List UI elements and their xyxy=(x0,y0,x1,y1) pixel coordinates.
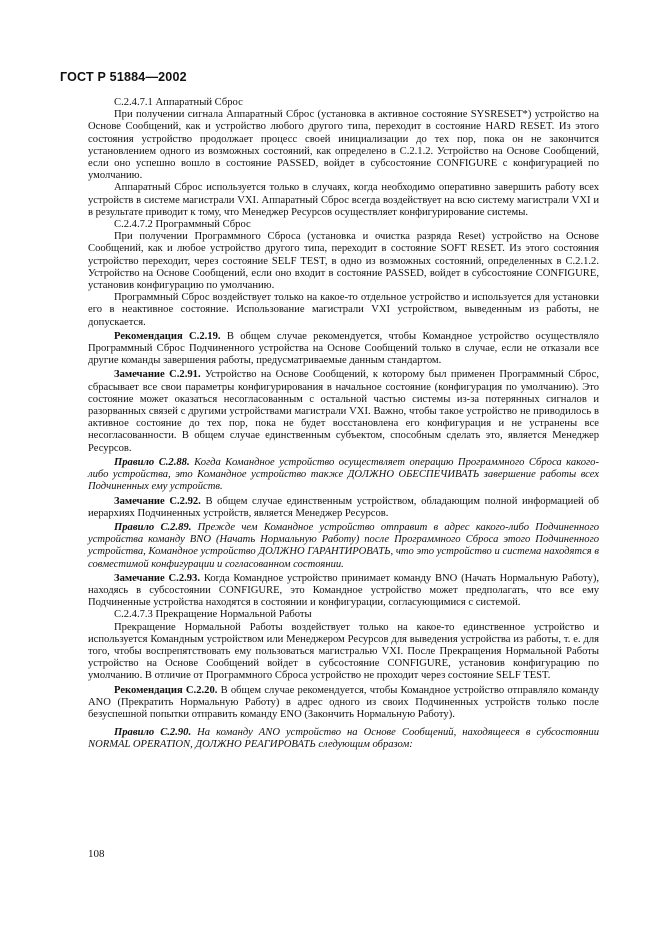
paragraph: При получении Программного Сброса (установка и очистка разряда Reset) устройство на Основе Сообщений, как и любое устройство другого типа, переходит в состояние SOFT RESET. Из этого состояния устройство переходит, через состояние SELF TEST, в одно из возможных состояний, определенных в С.2.1.2. Устройство на Основе Сообщений, если оно входит в состояние PASSED, войдет в субсостояние CONFIGURE, установив конфигурацию по умолчанию. xyxy=(88,231,599,292)
note-text: Устройство на Основе Сообщений, к которому был применен Программный Сброс, сбрасывает все свои параметры конфигурирования в начальное состояние (конфигурация по умолчанию). Это состояние может оказаться несогласованным с остальной частью системы из-за потерянных сигналов и разорванных связей с другими устройствами магистрали VXI. Важно, чтобы такое устройство не приводилось в активное состояние до тех пор, пока не будет восстановлена его конфигурация и не устранены все несогласованности. В общем случае единственным субъектом, способным сделать это, является Менеджер Ресурсов. xyxy=(88,369,599,454)
section-heading: С.2.4.7.3 Прекращение Нормальной Работы xyxy=(114,609,312,621)
recommendation-label: Рекомендация С.2.20. xyxy=(114,684,218,696)
section-heading: С.2.4.7.1 Аппаратный Сброс xyxy=(114,97,243,108)
recommendation-paragraph xyxy=(88,331,599,368)
rule-label: Правило С.2.89. xyxy=(114,521,192,533)
recommendation-text: В общем случае рекомендуется, чтобы Командное устройство осуществляло Программный Сброс Подчиненного устройства на Основе Сообщений только в случае, если не отказали все другие команды завершения работы, предусматриваемые данным стандартом. xyxy=(88,330,599,367)
paragraph: При получении сигнала Аппаратный Сброс (установка в активное состояние SYSRESET*) устройство на Основе Сообщений, как и устройство любого другого типа, переходит в состояние HARD RESET. Из этого состояния устройство продолжает процесс своей инициализации до тех пор, пока он не закончится установлением одного из возможных состояний, как определено в С.2.1.2. Устройство на Основе Сообщений, если оно успешно вошло в состояние PASSED, войдет в субсостояние CONFIGURE с конфигурацией по умолчанию. xyxy=(88,109,599,182)
rule-label: Правило С.2.90. xyxy=(114,727,192,739)
note-paragraph xyxy=(88,573,599,610)
note-paragraph xyxy=(88,496,599,520)
page-header: ГОСТ Р 51884—2002 xyxy=(60,70,187,84)
section-heading: С.2.4.7.2 Программный Сброс xyxy=(114,219,251,231)
rule-paragraph xyxy=(88,727,599,751)
note-text: Когда Командное устройство принимает команду BNO (Начать Нормальную Работу), находясь в субсостоянии CONFIGURE, это Командное устройство может предполагать, что все ему Подчиненные устройства находятся в состоянии и конфигурации, согласующимися с системой. xyxy=(88,572,599,609)
recommendation-label: Рекомендация С.2.19. xyxy=(114,330,221,342)
rule-text: Прежде чем Командное устройство отправит в адрес какого-либо Подчиненного устройства команду BNO (Начать Нормальную Работу) после Программного Сброса этого Подчиненного устройства, Командное устройство ДОЛЖНО ГАРАНТИРОВАТЬ, что это устройство и система находятся в совместимой конфигурации и согласованном состоянии. xyxy=(88,521,599,570)
rule-text: На команду ANO устройство на Основе Сообщений, находящееся в субсостоянии NORMAL OPERATION, ДОЛЖНО РЕАГИРОВАТЬ следующим образом: xyxy=(88,727,599,751)
paragraph: Программный Сброс воздействует только на какое-то отдельное устройство и используется для установки его в неактивное состояние. Использование магистрали VXI устройством, выведенным из работы, не допускается. xyxy=(88,292,599,328)
rule-paragraph xyxy=(88,457,599,494)
page-number: 108 xyxy=(88,848,105,860)
paragraph: Прекращение Нормальной Работы воздействует только на какое-то единственное устройство и используется Командным устройством или Менеджером Ресурсов для выведения устройства из работы, т. е. для того, чтобы воспрепятствовать ему пользоваться магистралью VXI. После Прекращения Нормальной Работы устройство на Основе Сообщений войдет в субсостояние CONFIGURE, установив конфигурацию по умолчанию. В отличие от Программного Сброса устройство не проходит через состояние SELF TEST. xyxy=(88,621,599,682)
note-paragraph xyxy=(88,369,599,454)
rule-paragraph xyxy=(88,522,599,571)
recommendation-text: В общем случае рекомендуется, чтобы Командное устройство отправляло команду ANO (Прекратить Нормальную Работу) в адрес одного из своих Подчиненных устройств только после безуспешной попытки отправить команду ENO (Закончить Нормальную Работу). xyxy=(88,684,599,720)
note-text: В общем случае единственным устройством, обладающим полной информацией об иерархиях Подчиненных устройств, является Менеджер Ресурсов. xyxy=(88,495,599,519)
rule-text: Когда Командное устройство осуществляет операцию Программного Сброса какого-либо устройства, это Командное устройство также ДОЛЖНО ОБЕСПЕЧИВАТЬ завершение работы всех Подчиненных ему устройств. xyxy=(88,456,599,493)
note-label: Замечание С.2.93. xyxy=(114,572,201,584)
recommendation-paragraph xyxy=(88,685,599,722)
rule-label: Правило С.2.88. xyxy=(114,456,190,468)
paragraph: Аппаратный Сброс используется только в случаях, когда необходимо оперативно завершить работу всех устройств в системе магистрали VXI. Аппаратный Сброс всегда воздействует на всю систему магистрали VXI и в результате приводит к тому, что Менеджер Ресурсов осуществляет конфигурирование системы. xyxy=(88,182,599,218)
note-label: Замечание С.2.91. xyxy=(114,369,201,381)
document-body xyxy=(88,97,599,752)
note-label: Замечание С.2.92. xyxy=(114,495,201,507)
